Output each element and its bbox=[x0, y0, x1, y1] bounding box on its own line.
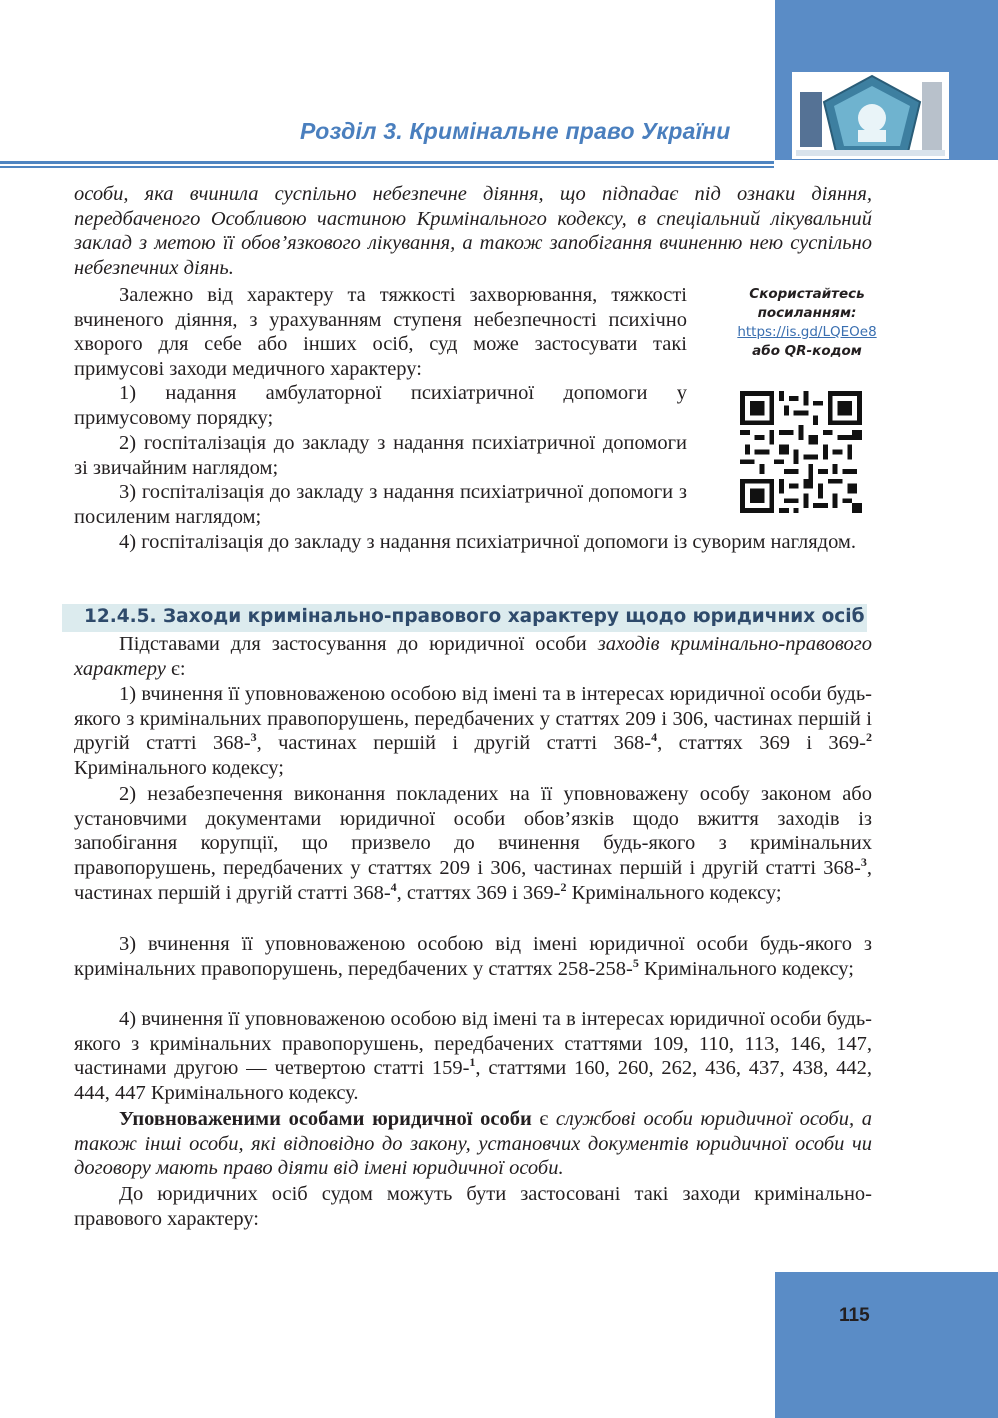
chapter-title: Розділ 3. Кримінальне право України bbox=[300, 118, 731, 144]
paragraph-definition: Уповноваженими особами юридичної особи є службові особи юридичної особи, а також інші особи, які відповідно до закону, установчих документів юридичної особи чи договору мають право діяти від імені юридичної особи. bbox=[74, 1108, 872, 1180]
list-item: 3) вчинення її уповноваженою особою від імені юридичної особи будь-якого з кримінальних правопорушень, передбачених у статтях 258-258-$^5$ Кримінального кодексу; bbox=[74, 933, 872, 980]
qr-code-icon[interactable] bbox=[740, 391, 862, 513]
footer-color-bar bbox=[775, 1272, 998, 1418]
list-item: 2) незабезпечення виконання покладених на її уповноважену особу законом або установчими документами юридичної особи обов’язків щодо вжиття заходів із запобігання корупції, що призвело до вчинення будь-якого з кримінальних правопорушень, передбачених у статтях 209 і 306, частинах першій і другій статті 368-$^3$, частинах першій і другій статті 368-$^4$, статтях 369 і 369-$^2$ Кримінального кодексу; bbox=[74, 783, 872, 904]
list-item: 4) госпіталізація до закладу з надання психіатричної допомоги із суворим наглядом. bbox=[119, 531, 857, 553]
qr-sidebar bbox=[722, 285, 892, 361]
paragraph-grounds: Підставами для застосування до юридичної особи заходів кримінально-правового характеру є: bbox=[74, 633, 872, 680]
list-item: 3) госпіталізація до закладу з надання психіатричної допомоги з посиленим наглядом; bbox=[74, 481, 687, 528]
section-heading: 12.4.5. Заходи кримінально-правового характеру щодо юридичних осіб bbox=[84, 606, 865, 627]
sidebar-line: посиланням: bbox=[757, 305, 857, 321]
law-emblem-logo bbox=[792, 72, 949, 159]
sidebar-line: Скористайтесь bbox=[749, 286, 865, 302]
list-item: 1) вчинення її уповноваженою особою від імені та в інтересах юридичної особи будь-якого з кримінальних правопорушень, передбачених у статтях 209 і 306, частинах першій і другій статті 368-$^3$, частинах першій і другій статті 368-$^4$, статтях 369 і 369-$^2$ Кримінального кодексу; bbox=[74, 683, 873, 780]
list-item: 2) госпіталізація до закладу з надання психіатричної допомоги зі звичайним наглядом; bbox=[74, 432, 687, 479]
list-item: 4) вчинення її уповноваженою особою від імені та в інтересах юридичної особи будь-якого з кримінальних правопорушень, передбачених статтями 109, 110, 113, 146, 147, частинами другою — четвертою статті 159-$^1$, статтями 160, 260, 262, 436, 437, 438, 442, 444, 447 Кримінального кодексу. bbox=[74, 1008, 872, 1105]
sidebar-line: або QR-кодом bbox=[752, 343, 862, 359]
header-rule-thin bbox=[0, 166, 774, 168]
sidebar-link[interactable]: https://is.gd/LQEOe8 bbox=[737, 324, 877, 340]
paragraph-continuation: особи, яка вчинила суспільно небезпечне діяння, що підпадає під ознаки діяння, передбаченого Особливою частиною Кримінального кодексу, в спеціальний лікувальний заклад з метою її обов’язкового лікування, а також запобігання вчиненню нею суспільно небезпечних діянь. bbox=[74, 183, 872, 280]
page-number: 115 bbox=[839, 1305, 870, 1326]
section-heading-band bbox=[62, 604, 867, 632]
paragraph-measures: До юридичних осіб судом можуть бути застосовані такі заходи кримінально-правового характеру: bbox=[74, 1183, 872, 1230]
header-rule bbox=[0, 161, 774, 164]
paragraph-conditions: Залежно від характеру та тяжкості захворювання, тяжкості вчиненого діяння, з урахуванням ступеня небезпечності психічно хворого для себе або інших осіб, суд може застосувати такі примусові заходи медичного характеру: bbox=[74, 284, 687, 381]
list-item: 1) надання амбулаторної психіатричної допомоги у примусовому порядку; bbox=[74, 382, 687, 429]
